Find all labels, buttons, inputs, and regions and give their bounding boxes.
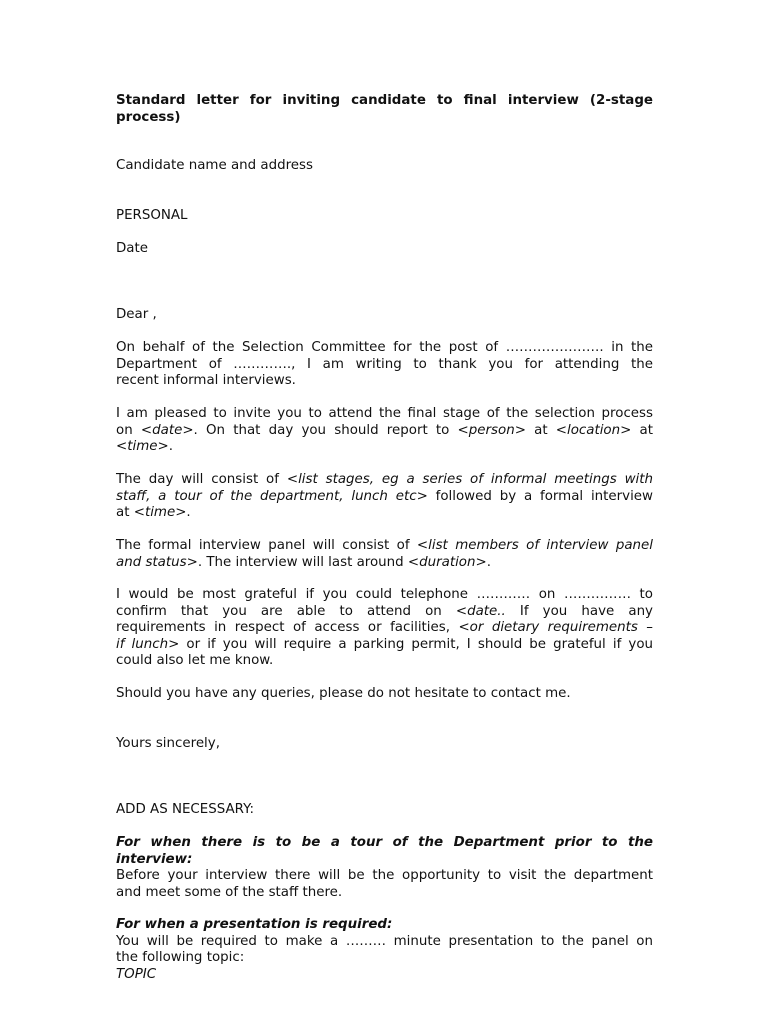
candidate-address: Candidate name and address xyxy=(116,158,314,173)
text-line: Before your interview there will be the opportunity to visit the department xyxy=(116,868,653,883)
text-line: confirm that you are able to attend on <date.. If you have any xyxy=(116,603,653,619)
text-line: requirements in respect of access or facilities, <or dietary requirements – xyxy=(116,620,653,635)
section-heading: For when a presentation is required: xyxy=(116,917,393,932)
paragraph-invite xyxy=(116,406,653,456)
paragraph-queries: Should you have any queries, please do not hesitate to contact me. xyxy=(116,686,571,701)
section-tour xyxy=(116,835,653,901)
section-heading: interview: xyxy=(116,851,193,867)
section-presentation xyxy=(116,917,653,983)
text-line: You will be required to make a ……… minute presentation to the panel on xyxy=(116,933,653,949)
paragraph-thanks xyxy=(116,340,653,390)
date-label: Date xyxy=(116,241,149,256)
text-line: recent informal interviews. xyxy=(116,373,296,388)
text-line: I would be most grateful if you could telephone ………… on …………… to xyxy=(116,587,653,602)
text-line: on <date>. On that day you should report to <person> at <location> at xyxy=(116,422,654,438)
text-line: On behalf of the Selection Committee for the post of …………………. in the xyxy=(116,340,653,355)
text-line: <time>. xyxy=(116,439,173,454)
text-line: Department of …………., I am writing to thank you for attending the xyxy=(116,356,653,372)
text-line: The formal interview panel will consist of <list members of interview panel xyxy=(116,538,653,553)
text-line: at <time>. xyxy=(116,505,191,520)
text-line: could also let me know. xyxy=(116,653,274,668)
text-line: The day will consist of <list stages, eg a series of informal meetings with xyxy=(116,472,653,487)
add-as-necessary: ADD AS NECESSARY: xyxy=(116,802,255,817)
topic-placeholder: TOPIC xyxy=(116,966,157,982)
text-line: I am pleased to invite you to attend the final stage of the selection process xyxy=(116,406,653,421)
letter-title: Standard letter for inviting candidate to final interview (2-stage process) xyxy=(116,93,653,125)
salutation: Dear , xyxy=(116,307,157,322)
text-line: and meet some of the staff there. xyxy=(116,884,343,900)
paragraph-schedule xyxy=(116,472,653,522)
text-line: if lunch> or if you will require a parking permit, I should be grateful if you xyxy=(116,636,653,652)
text-line: and status>. The interview will last around <duration>. xyxy=(116,554,491,570)
text-line: staff, a tour of the department, lunch etc> followed by a formal interview xyxy=(116,488,654,504)
section-heading: For when there is to be a tour of the Department prior to the xyxy=(116,835,653,850)
personal-label: PERSONAL xyxy=(116,208,188,223)
paragraph-panel xyxy=(116,538,653,571)
paragraph-confirm xyxy=(116,587,653,670)
text-line: the following topic: xyxy=(116,950,245,965)
closing: Yours sincerely, xyxy=(116,736,220,751)
